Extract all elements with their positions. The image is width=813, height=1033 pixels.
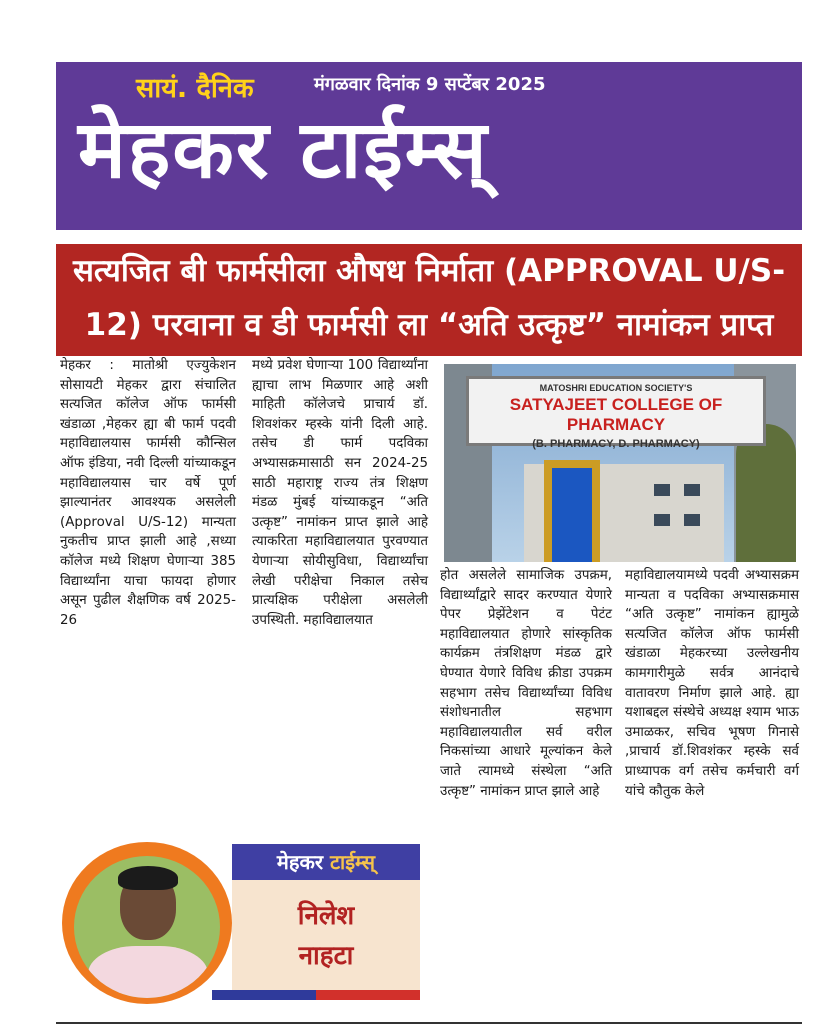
portrait-hair bbox=[118, 866, 178, 890]
article-column-2 bbox=[252, 356, 428, 630]
reporter-portrait-frame bbox=[62, 842, 232, 1004]
sign-society: MATOSHRI EDUCATION SOCIETY'S bbox=[539, 383, 693, 393]
dateline: मंगळवार दिनांक 9 सप्टेंबर 2025 bbox=[314, 74, 546, 95]
portrait-shirt bbox=[88, 946, 208, 998]
college-signboard bbox=[466, 376, 766, 450]
window bbox=[654, 514, 670, 526]
article-column-3 bbox=[440, 566, 612, 801]
college-photo bbox=[444, 364, 796, 562]
reporter-portrait bbox=[74, 856, 220, 998]
window bbox=[654, 484, 670, 496]
article-column-1 bbox=[60, 356, 236, 630]
sign-college-name: SATYAJEET COLLEGE OF PHARMACY bbox=[509, 395, 723, 434]
paper-name: मेहकर टाईम्स् bbox=[78, 103, 489, 196]
window bbox=[684, 514, 700, 526]
window bbox=[684, 484, 700, 496]
reporter-last-name: नाहटा bbox=[298, 941, 354, 971]
masthead bbox=[56, 62, 802, 230]
article-text: मेहकर : मातोश्री एज्युकेशन सोसायटी मेहकर द्वारा संचालित सत्यजित कॉलेज ऑफ फार्मसी खंडाळा ,मेहकर ह्या बी फार्म पदवी महाविद्यालयास फार्मसी कौन्सिल ऑफ इंडिया, नवी दिल्ली यांच्याकडून महाविद्यालयास चार वर्षे पूर्ण झाल्यानंतर आवश्यक असलेली (Approval U/S-12) मान्यता नुकतीच प्राप्त झाली आहे ,सध्या कॉलेज मध्ये शिक्षण घेणाऱ्या 385 विद्यार्थ्यांना याचा फायदा होणार असून पुढील शैक्षणिक वर्ष 2025-26 bbox=[60, 358, 236, 628]
article-text: महाविद्यालयामध्ये पदवी अभ्यासक्रम मान्यता व पदविका अभ्यासक्रमास “अति उत्कृष्ट” नामांकन ह्यामुळे सत्यजित कॉलेज ऑफ फार्मसी खंडाळा मेहकरच्या उल्लेखनीय कामगारीमुळे सर्वत्र आनंदाचे वातावरण निर्माण झाले आहे. ह्या यशाबद्दल संस्थेचे अध्यक्ष श्याम भाऊ उमाळकर, सचिव भूषण गिनासे ,प्राचार्य डॉ.शिवशंकर म्हस्के सर्व प्राध्यापक वर्ग तसेच कर्मचारी वर्ग यांचे कौतुक केले bbox=[625, 568, 799, 799]
sign-courses: (B. PHARMACY, D. PHARMACY) bbox=[532, 438, 700, 450]
byline-brand-part1: मेहकर bbox=[276, 850, 324, 874]
headline: सत्यजित बी फार्मसीला औषध निर्माता (APPROVAL U/S-12) परवाना व डी फार्मसी ला “अति उत्कृष्ट” नामांकन प्राप्त bbox=[56, 244, 802, 356]
reporter-name bbox=[232, 896, 420, 976]
edition-label: सायं. दैनिक bbox=[136, 73, 254, 104]
byline-brand bbox=[232, 844, 420, 880]
reporter-byline bbox=[62, 838, 420, 1006]
byline-brand-part2: टाईम्स् bbox=[323, 850, 376, 874]
article-text: होत असलेले सामाजिक उपक्रम, विद्यार्थ्यांद्वारे सादर करण्यात येणारे पेपर प्रेझेंटेशन व पेटंट महाविद्यालयात होणारे सांस्कृतिक कार्यक्रम तंत्रशिक्षण मंडळ द्वारे घेण्यात येणारे विविध क्रीडा उपक्रम सहभाग तसेच विद्यार्थ्यांच्या विविध संशोधनातील सहभाग महाविद्यालयातील सर्व वरील निकसांच्या आधारे मूल्यांकन केले जाते त्यामध्ये संस्थेला “अति उत्कृष्ट” नामांकन प्राप्त झाले आहे bbox=[440, 568, 612, 799]
bottom-divider bbox=[56, 1022, 802, 1024]
article-column-4 bbox=[625, 566, 799, 801]
article-text: मध्ये प्रवेश घेणाऱ्या 100 विद्यार्थ्यांना ह्याचा लाभ मिळणार आहे अशी माहिती कॉलेजचे प्राचार्य डॉ. शिवशंकर म्हस्के यांनी दिली आहे. तसेच डी फार्म पदविका अभ्यासक्रमासाठी सन 2024-25 साठी महाराष्ट्र राज्य तंत्र शिक्षण मंडळ मुंबई यांच्याकडून “अति उत्कृष्ट” नामांकन प्राप्त झाले आहे त्याकरिता महाविद्यालयात पुरवण्यात येणाऱ्या सोयीसुविधा, विद्यार्थ्यांचा लेखी परीक्षेचा निकाल तसेच प्रात्यक्षिक परीक्षेला असलेली उपस्थिती. महाविद्यालयात bbox=[252, 358, 428, 628]
entrance-door bbox=[552, 468, 592, 562]
byline-stripe bbox=[212, 990, 420, 1000]
reporter-first-name: निलेश bbox=[297, 901, 355, 931]
